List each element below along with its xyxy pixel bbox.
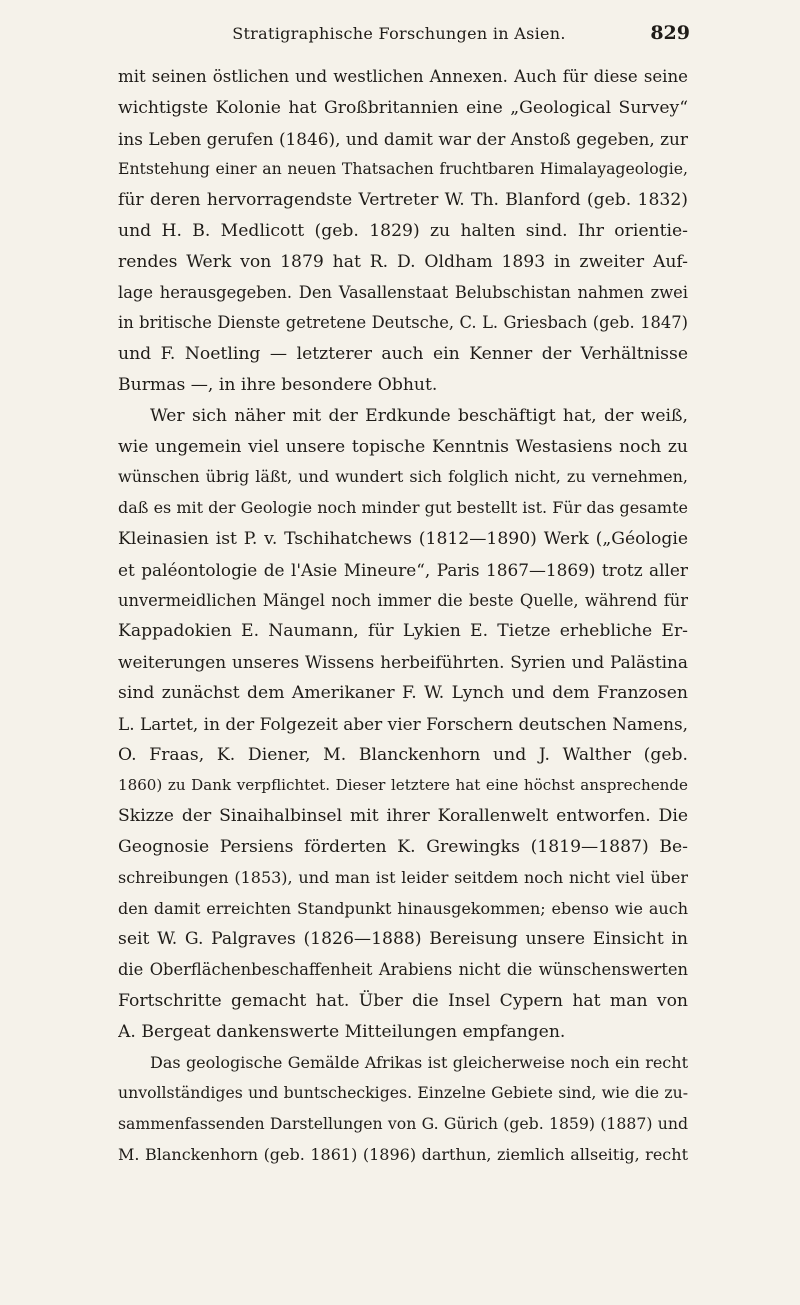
text-line: den damit erreichten Standpunkt hinausgekommen; ebenso wie auch [118,898,688,918]
text-line: unvermeidlichen Mängel noch immer die beste Quelle, während für [118,590,688,610]
text-line: Entstehung einer an neuen Thatsachen fruchtbaren Himalayageologie, [118,159,688,179]
page-number: 829 [650,22,690,44]
text-line: und F. Noetling — letzterer auch ein Kenner der Verhältnisse [118,344,688,365]
text-line: wichtigste Kolonie hat Großbritannien eine „Geological Survey“ [118,97,688,118]
text-line: rendes Werk von 1879 hat R. D. Oldham 1893 in zweiter Auf- [118,251,688,272]
text-line: und H. B. Medlicott (geb. 1829) zu halten sind. Ihr orientie- [118,220,688,241]
text-line: schreibungen (1853), und man ist leider seitdem noch nicht viel über [118,867,688,887]
text-line: M. Blanckenhorn (geb. 1861) (1896) darthun, ziemlich allseitig, recht [118,1144,688,1164]
running-head [108,18,690,48]
text-line: die Oberflächenbeschaffenheit Arabiens nicht die wünschenswerten [118,960,688,980]
text-line: Kleinasien ist P. v. Tschihatchews (1812—1890) Werk („Géologie [118,528,688,549]
body-text [118,62,688,1171]
text-line: daß es mit der Geologie noch minder gut bestellt ist. Für das gesamte [118,498,688,518]
paragraph-start-line: Das geologische Gemälde Afrikas ist gleicherweise noch ein recht [150,1052,688,1072]
text-line: L. Lartet, in der Folgezeit aber vier Forschern deutschen Namens, [118,713,688,734]
text-line: Geognosie Persiens förderten K. Grewingks (1819—1887) Be- [118,836,688,857]
text-line: 1860) zu Dank verpflichtet. Dieser letztere hat eine höchst ansprechende [118,776,688,795]
text-line: Kappadokien E. Naumann, für Lykien E. Tietze erhebliche Er- [118,621,688,642]
text-line: sammenfassenden Darstellungen von G. Gürich (geb. 1859) (1887) und [118,1114,688,1134]
text-line: in britische Dienste getretene Deutsche, C. L. Griesbach (geb. 1847) [118,313,688,333]
text-line: seit W. G. Palgraves (1826—1888) Bereisung unsere Einsicht in [118,929,688,950]
text-line: Skizze der Sinaihalbinsel mit ihrer Korallenwelt entworfen. Die [118,806,688,827]
text-line: wünschen übrig läßt, und wundert sich folglich nicht, zu vernehmen, [118,467,688,487]
text-line: O. Fraas, K. Diener, M. Blanckenhorn und J. Walther (geb. [118,744,688,765]
text-line: sind zunächst dem Amerikaner F. W. Lynch und dem Franzosen [118,682,688,703]
text-line: wie ungemein viel unsere topische Kenntnis Westasiens noch zu [118,436,688,457]
paragraph-end-line: A. Bergeat dankenswerte Mitteilungen empfangen. [118,1021,566,1042]
text-line: et paléontologie de l'Asie Mineure“, Paris 1867—1869) trotz aller [118,559,688,580]
text-line: lage herausgegeben. Den Vasallenstaat Belubschistan nahmen zwei [118,282,688,302]
text-line: Fortschritte gemacht hat. Über die Insel Cypern hat man von [118,990,688,1011]
paragraph-end-line: Burmas —, in ihre besondere Obhut. [118,374,438,395]
text-line: ins Leben gerufen (1846), und damit war der Anstoß gegeben, zur [118,128,688,149]
text-line: mit seinen östlichen und westlichen Annexen. Auch für diese seine [118,67,688,86]
text-line: für deren hervorragendste Vertreter W. Th. Blanford (geb. 1832) [118,190,688,211]
paragraph-start-line: Wer sich näher mit der Erdkunde beschäftigt hat, der weiß, [150,405,688,426]
running-head-title: Stratigraphische Forschungen in Asien. [232,23,566,43]
text-line: weiterungen unseres Wissens herbeiführten. Syrien und Palästina [118,652,688,673]
text-line: unvollständiges und buntscheckiges. Einzelne Gebiete sind, wie die zu- [118,1083,688,1103]
